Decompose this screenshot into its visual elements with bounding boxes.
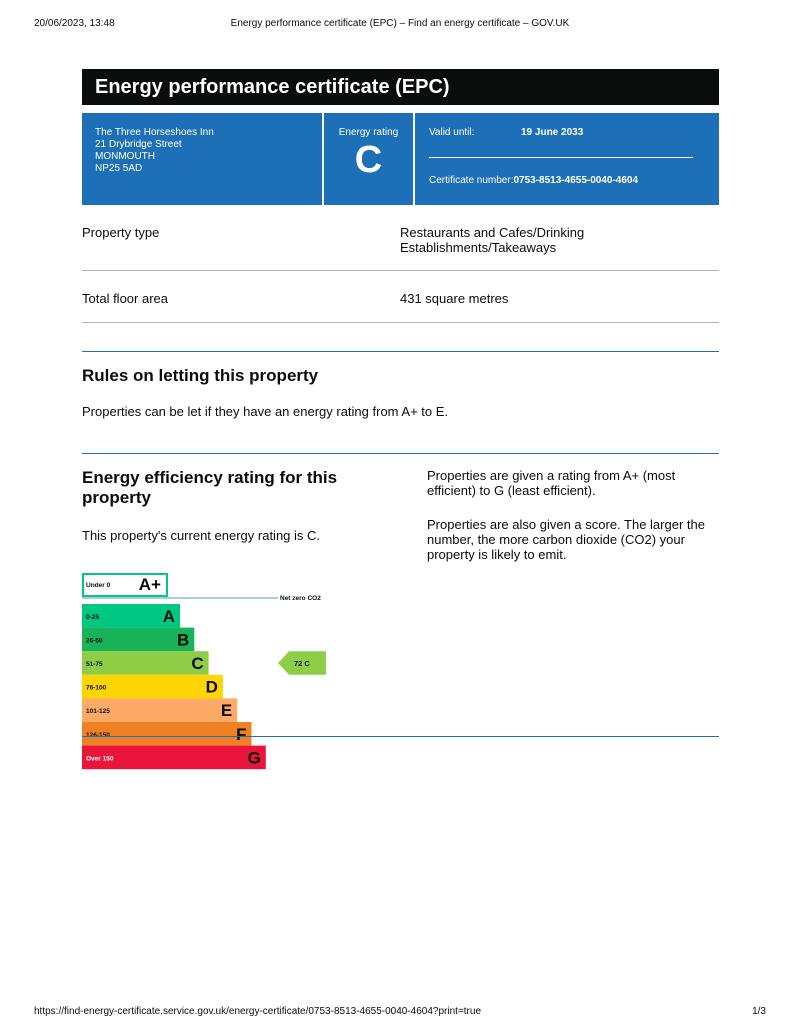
floor-area-label: Total floor area [82,291,168,306]
print-url: https://find-energy-certificate.service.gov.uk/energy-certificate/0753-8513-4655-0040-4604?print=true [34,1006,482,1017]
energy-rating-letter: C [354,139,383,181]
divider [82,736,719,737]
rating-band-letter: D [205,677,218,697]
rating-band-letter: G [247,748,261,768]
letting-rules-heading: Rules on letting this property [82,366,319,385]
rating-band-letter: C [191,654,204,673]
valid-until-label: Valid until: [429,127,475,138]
efficiency-right-column [427,468,719,562]
rating-band-letter: B [177,630,190,650]
energy-efficiency-section [82,453,719,803]
address-line: The Three Horseshoes Inn [95,127,214,138]
certificate-number: 0753-8513-4655-0040-4604 [513,175,639,186]
certificate-number-label: Certificate number: [429,175,514,186]
print-header [34,14,766,34]
energy-rating-box [324,113,415,205]
energy-rating-label: Energy rating [338,127,399,138]
property-address [82,113,324,205]
epc-summary-panel [82,113,719,205]
print-date: 20/06/2023, 13:48 [34,18,115,29]
property-type-row [82,205,719,271]
current-rating-text: This property's current energy rating is C. [82,528,321,543]
address-line: MONMOUTH [95,151,155,162]
rating-band-letter: A+ [138,575,161,594]
address-line: NP25 5AD [95,163,143,174]
rating-band-letter: F [236,724,247,744]
rating-band-range: 51-75 [86,661,103,668]
net-zero-label: Net zero CO2 [280,595,321,602]
rating-band-range: Over 150 [86,755,114,763]
rating-band-range: 76-100 [86,684,107,692]
floor-area-row [82,271,719,323]
certificate-number-line [429,175,638,186]
score-info: Properties are also given a score. The larger the number, the more carbon dioxide (CO2) your property is likely to emit. [427,517,705,562]
property-type-value: Restaurants and Cafes/Drinking Establishments/Takeaways [400,225,585,255]
rating-band-range: 101-125 [86,708,110,716]
print-page-title: Energy performance certificate (EPC) – Find an energy certificate – GOV.UK [230,18,570,29]
current-rating-label: 72 C [294,659,310,668]
rating-scale-info: Properties are given a rating from A+ (most efficient) to G (least efficient). [427,468,676,498]
page-title: Energy performance certificate (EPC) [82,69,719,105]
letting-rules-text: Properties can be let if they have an energy rating from A+ to E. [82,404,449,419]
rating-band-letter: A [162,606,175,626]
address-line: 21 Drybridge Street [95,139,182,150]
efficiency-heading: Energy efficiency rating for this property [82,468,338,507]
floor-area-value: 431 square metres [400,291,509,306]
rating-band-range: 126-150 [86,731,110,739]
rating-band-range: 0-25 [86,613,100,621]
energy-rating-chart [82,573,342,773]
letting-rules-section [82,351,719,453]
valid-until-date: 19 June 2033 [521,127,584,138]
property-type-label: Property type [82,225,160,240]
rating-band-range: 26-50 [86,637,103,645]
page-count: 1/3 [752,1006,766,1017]
certificate-meta [415,113,719,205]
rating-band-range: Under 0 [86,582,111,589]
divider [429,157,693,158]
efficiency-left-column [82,468,372,543]
rating-band-letter: E [220,701,233,721]
certificate-page [82,69,719,803]
